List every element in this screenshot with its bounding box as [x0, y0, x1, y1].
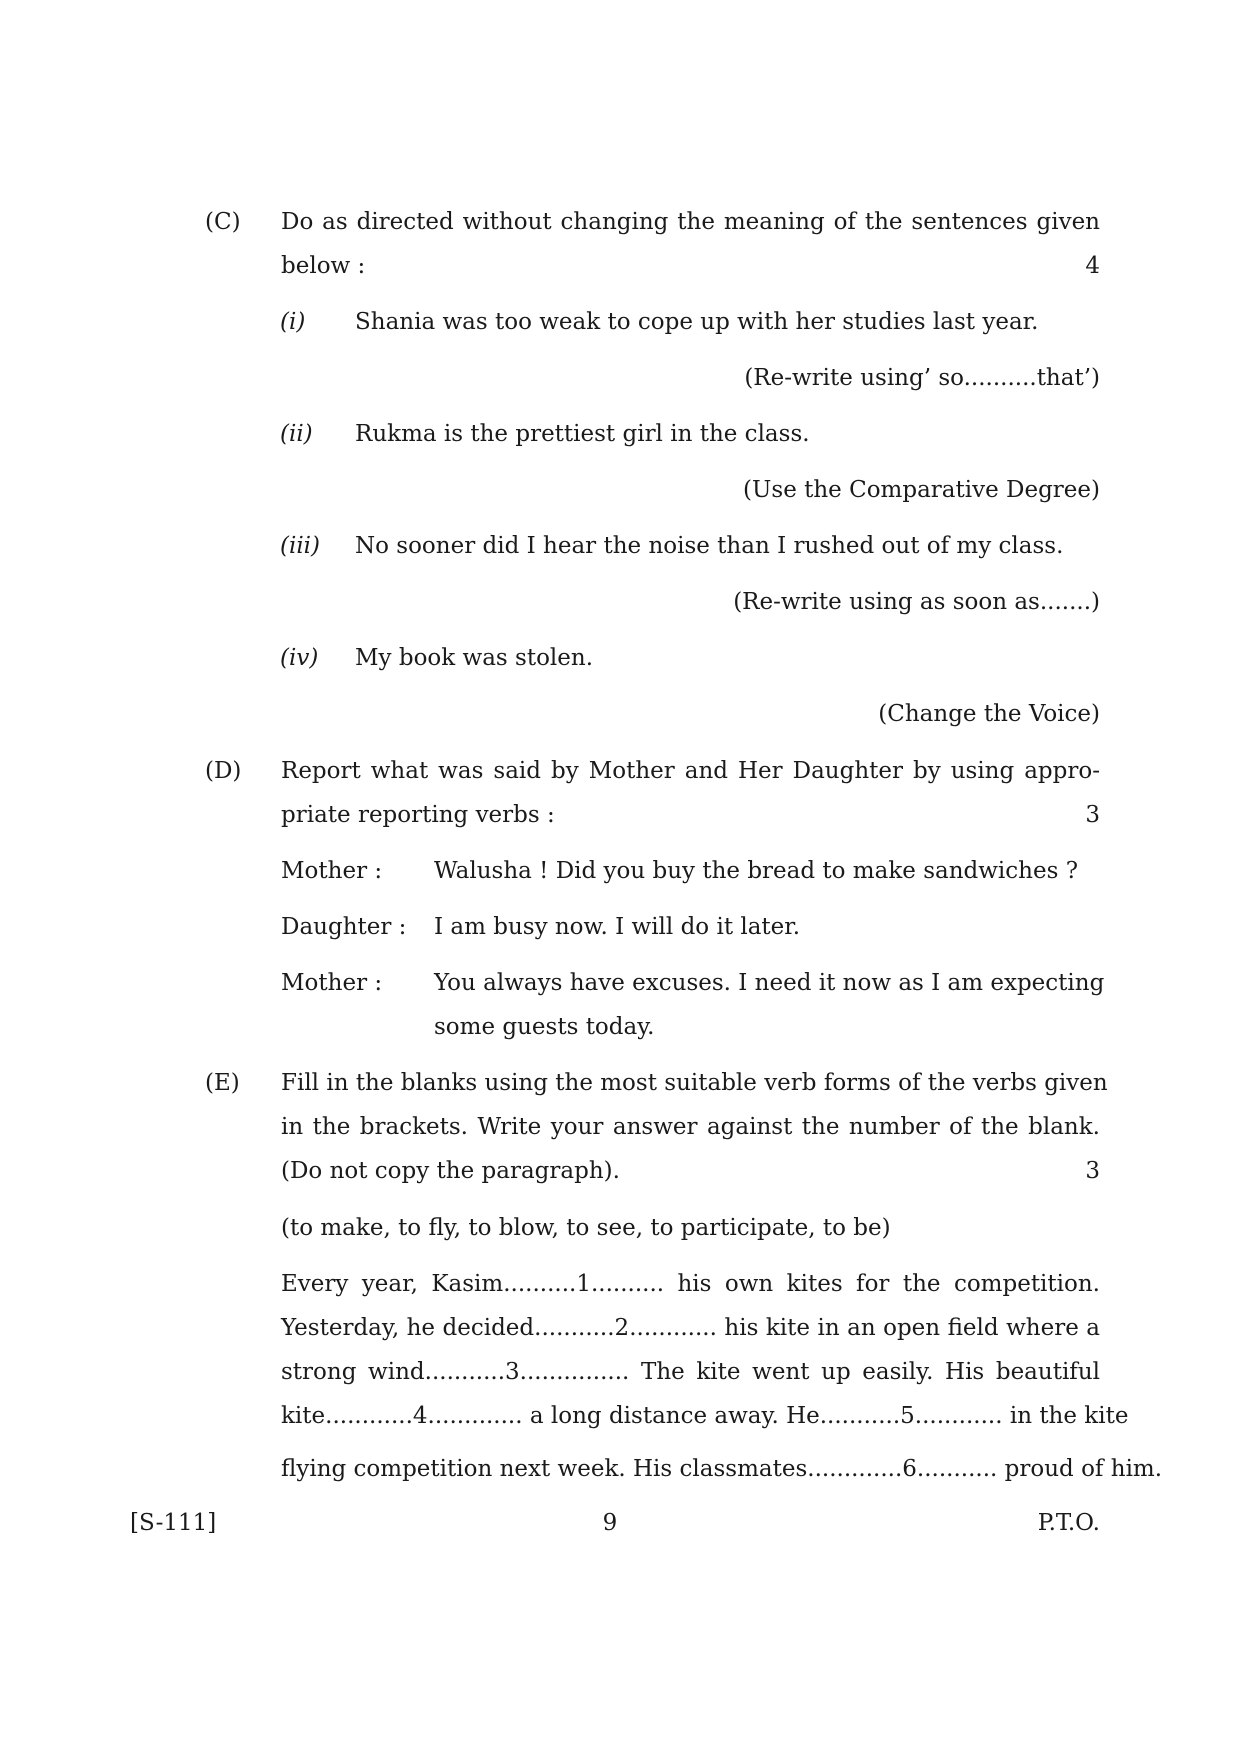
item-number: (ii)	[280, 421, 313, 447]
verbs-list: (to make, to fly, to blow, to see, to participate, to be)	[281, 1215, 891, 1241]
item-sentence: Rukma is the prettiest girl in the class.	[355, 421, 810, 447]
section-d-marker: (D)	[205, 758, 242, 784]
section-c-marker: (C)	[205, 209, 241, 235]
item-sentence: My book was stolen.	[355, 645, 594, 671]
section-d-instruction-line1: Report what was said by Mother and Her Daughter by using appro-	[281, 758, 1100, 784]
section-e-instruction-line1: Fill in the blanks using the most suitable verb forms of the verbs given	[281, 1070, 1108, 1096]
section-c-instruction-line1: Do as directed without changing the meaning of the sentences given	[281, 209, 1100, 235]
dialogue-line: some guests today.	[434, 1014, 655, 1040]
section-d-marks: 3	[1085, 802, 1100, 828]
page-number: 9	[602, 1510, 618, 1536]
item-direction: (Use the Comparative Degree)	[743, 477, 1100, 503]
section-d-instruction-line2: priate reporting verbs :	[281, 802, 555, 828]
section-c-marks: 4	[1085, 253, 1100, 279]
section-e-instruction-line2: in the brackets. Write your answer against the number of the blank.	[281, 1114, 1100, 1140]
dialogue-speaker: Daughter :	[281, 914, 407, 940]
item-sentence: Shania was too weak to cope up with her studies last year.	[355, 309, 1039, 335]
paper-code: [S-111]	[130, 1510, 217, 1536]
item-direction: (Re-write using’ so..........that’)	[744, 365, 1100, 391]
dialogue-line: Walusha ! Did you buy the bread to make sandwiches ?	[434, 858, 1079, 884]
section-e-instruction-line3: (Do not copy the paragraph).	[281, 1158, 620, 1184]
paragraph-line: Yesterday, he decided...........2............ his kite in an open field where a	[281, 1315, 1100, 1341]
dialogue-speaker: Mother :	[281, 970, 383, 996]
item-direction: (Change the Voice)	[878, 701, 1100, 727]
dialogue-speaker: Mother :	[281, 858, 383, 884]
item-number: (i)	[280, 309, 306, 335]
pto-label: P.T.O.	[1037, 1510, 1100, 1536]
paragraph-line: flying competition next week. His classmates.............6........... proud of him.	[281, 1456, 1163, 1482]
dialogue-line: I am busy now. I will do it later.	[434, 914, 801, 940]
paragraph-line: kite............4............. a long distance away. He...........5............ in the kite	[281, 1403, 1129, 1429]
section-e-marker: (E)	[205, 1070, 240, 1096]
item-direction: (Re-write using as soon as.......)	[733, 589, 1100, 615]
item-sentence: No sooner did I hear the noise than I rushed out of my class.	[355, 533, 1064, 559]
section-c-instruction-line2: below :	[281, 253, 366, 279]
dialogue-line: You always have excuses. I need it now as I am expecting	[434, 970, 1105, 996]
paragraph-line: strong wind...........3............... The kite went up easily. His beautiful	[281, 1359, 1100, 1385]
item-number: (iv)	[280, 645, 319, 671]
item-number: (iii)	[280, 533, 321, 559]
paragraph-line: Every year, Kasim..........1.......... his own kites for the competition.	[281, 1271, 1100, 1297]
section-e-marks: 3	[1085, 1158, 1100, 1184]
